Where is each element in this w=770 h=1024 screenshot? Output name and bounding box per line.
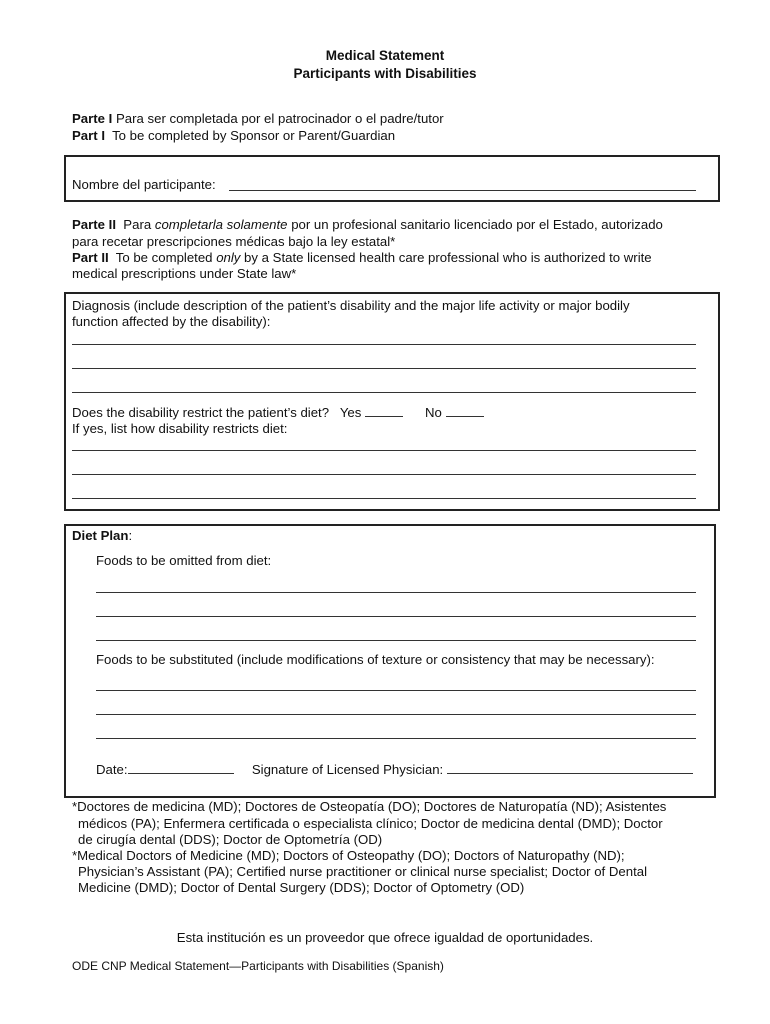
restrict-line-1[interactable] bbox=[72, 450, 696, 451]
foods-substituted-line-2[interactable] bbox=[96, 714, 696, 715]
part1-es-text: Para ser completada por el patrocinador o el padre/tutor bbox=[112, 111, 444, 126]
page-subtitle: Participants with Disabilities bbox=[293, 66, 477, 81]
footnote-es-line2: médicos (PA); Enfermera certificada o especialista clínico; Doctor de medicina dental (DMD); Doctor bbox=[78, 816, 663, 831]
diagnosis-line-2[interactable] bbox=[72, 368, 696, 369]
restrict-label: If yes, list how disability restricts diet: bbox=[72, 421, 288, 436]
footnote-en-line2: Physician’s Assistant (PA); Certified nurse practitioner or clinical nurse specialist; Doctor of Dental bbox=[78, 864, 648, 879]
equal-opportunity-statement: Esta institución es un proveedor que ofrece igualdad de oportunidades. bbox=[176, 930, 594, 945]
part2-es-instruction bbox=[72, 217, 663, 232]
signature-label: Signature of Licensed Physician: bbox=[251, 762, 447, 777]
part2-en-text-italic: only bbox=[216, 250, 241, 265]
diagnosis-label-line2: function affected by the disability): bbox=[72, 314, 271, 329]
diagnosis-line-3[interactable] bbox=[72, 392, 696, 393]
date-label: Date: bbox=[96, 762, 128, 777]
part2-es-text-italic: completarla solamente bbox=[154, 217, 288, 232]
part2-es-text-a: Para bbox=[115, 217, 155, 232]
part2-en-instruction bbox=[72, 250, 652, 265]
part2-es-text-b: por un profesional sanitario licenciado por el Estado, autorizado bbox=[287, 217, 663, 232]
part1-en-instruction bbox=[72, 128, 395, 143]
footnote-en-line1: *Medical Doctors of Medicine (MD); Doctors of Osteopathy (DO); Doctors of Naturopathy (ND); bbox=[72, 848, 625, 863]
footnote-es-line3: de cirugía dental (DDS); Doctor de Optometría (OD) bbox=[78, 832, 383, 847]
part1-en-label: Part I bbox=[72, 128, 105, 143]
yes-field[interactable] bbox=[365, 404, 403, 417]
restrict-line-2[interactable] bbox=[72, 474, 696, 475]
date-signature-row bbox=[96, 761, 693, 777]
date-field[interactable] bbox=[128, 761, 234, 774]
foods-omitted-label: Foods to be omitted from diet: bbox=[96, 553, 272, 568]
part2-en-line2: medical prescriptions under State law* bbox=[72, 266, 297, 281]
foods-omitted-line-2[interactable] bbox=[96, 616, 696, 617]
diet-plan-heading-text: Diet Plan bbox=[72, 528, 129, 543]
part2-es-line2: para recetar prescripciones médicas bajo la ley estatal* bbox=[72, 234, 396, 249]
footnote-es-line1: *Doctores de medicina (MD); Doctores de Osteopatía (DO); Doctores de Naturopatía (ND); Asistentes bbox=[72, 799, 667, 814]
diet-plan-heading-colon: : bbox=[128, 528, 133, 543]
diet-restriction-question bbox=[72, 404, 484, 420]
part1-es-instruction bbox=[72, 111, 444, 126]
form-identifier: ODE CNP Medical Statement—Participants with Disabilities (Spanish) bbox=[72, 959, 444, 973]
foods-substituted-label: Foods to be substituted (include modifications of texture or consistency that may be necessary): bbox=[96, 652, 655, 667]
diagnosis-label-line1: Diagnosis (include description of the patient’s disability and the major life activity or major bodily bbox=[72, 298, 630, 313]
participant-name-field[interactable] bbox=[229, 190, 696, 191]
no-label: No bbox=[424, 405, 442, 420]
yes-label: Yes bbox=[339, 405, 362, 420]
foods-omitted-line-3[interactable] bbox=[96, 640, 696, 641]
foods-substituted-line-3[interactable] bbox=[96, 738, 696, 739]
participant-name-label: Nombre del participante: bbox=[72, 177, 216, 192]
part2-es-label: Parte II bbox=[72, 217, 116, 232]
part1-es-label: Parte I bbox=[72, 111, 113, 126]
diet-question-text: Does the disability restrict the patient’s diet? bbox=[72, 405, 330, 420]
signature-field[interactable] bbox=[447, 761, 693, 774]
diagnosis-line-1[interactable] bbox=[72, 344, 696, 345]
restrict-line-3[interactable] bbox=[72, 498, 696, 499]
footnote-en-line3: Medicine (DMD); Doctor of Dental Surgery (DDS); Doctor of Optometry (OD) bbox=[78, 880, 525, 895]
foods-omitted-line-1[interactable] bbox=[96, 592, 696, 593]
part2-en-text-a: To be completed bbox=[108, 250, 217, 265]
part2-en-text-b: by a State licensed health care professional who is authorized to write bbox=[240, 250, 652, 265]
no-field[interactable] bbox=[446, 404, 484, 417]
page-title: Medical Statement bbox=[325, 48, 445, 63]
part1-en-text: To be completed by Sponsor or Parent/Guardian bbox=[104, 128, 396, 143]
part2-en-label: Part II bbox=[72, 250, 109, 265]
diet-plan-heading bbox=[72, 528, 132, 543]
foods-substituted-line-1[interactable] bbox=[96, 690, 696, 691]
